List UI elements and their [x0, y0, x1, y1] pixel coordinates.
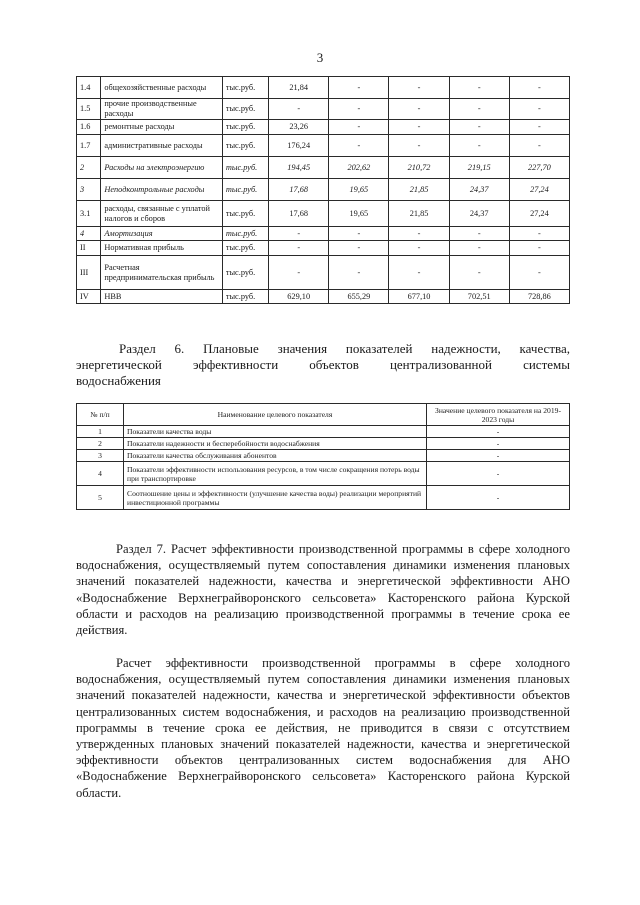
table-row	[77, 438, 570, 450]
row-value-year-2: -	[329, 227, 389, 241]
indicator-name: Показатели качества воды	[124, 426, 427, 438]
row-value-year-3: -	[389, 120, 449, 135]
row-value-year-5: 27,24	[509, 179, 569, 201]
row-value-year-1: -	[269, 241, 329, 256]
row-number: 3	[77, 179, 101, 201]
row-unit: тыс.руб.	[222, 290, 268, 304]
row-unit: тыс.руб.	[222, 201, 268, 227]
row-name: административные расходы	[101, 135, 223, 157]
header-num: № п/п	[77, 404, 124, 426]
row-value-year-2: 655,29	[329, 290, 389, 304]
row-value-year-2: -	[329, 241, 389, 256]
target-indicators-table	[76, 403, 570, 510]
table-row	[77, 256, 570, 290]
row-number: 1.5	[77, 99, 101, 120]
row-value-year-5: -	[509, 99, 569, 120]
row-value-year-5: -	[509, 241, 569, 256]
row-unit: тыс.руб.	[222, 99, 268, 120]
table-row	[77, 486, 570, 510]
section-6-heading-line2: энергетической эффективности объектов централизованной системы	[76, 357, 570, 372]
row-unit: тыс.руб.	[222, 227, 268, 241]
row-value-year-5: -	[509, 135, 569, 157]
row-value-year-3: -	[389, 99, 449, 120]
row-name: Неподконтрольные расходы	[101, 179, 223, 201]
row-name: прочие производственные расходы	[101, 99, 223, 120]
table-row	[77, 179, 570, 201]
efficiency-paragraph: Расчет эффективности производственной программы в сфере холодного водоснабжения, осуществляемый путем сопоставления динамики изменения плановых значений показателей надежности, качества и энергетической эффективности объектов централизованных систем водоснабжения, и расходов на реализацию производственной программы в течение срока ее действия, не приводится в связи с отсутствием утвержденных плановых значений показателей надежности, качества и энергетической эффективности объектов централизованных систем водоснабжения для АНО «Водоснабжение Верхнеграйворонского сельсовета» Касторенского района Курской области.	[76, 656, 570, 800]
row-number: III	[77, 256, 101, 290]
row-number: 2	[77, 157, 101, 179]
row-unit: тыс.руб.	[222, 120, 268, 135]
row-value-year-3: 21,85	[389, 201, 449, 227]
indicator-value: -	[427, 450, 570, 462]
row-value-year-5: -	[509, 227, 569, 241]
indicator-name: Соотношение цены и эффективности (улучшение качества воды) реализации мероприятий инвестиционной программы	[124, 486, 427, 510]
row-value-year-2: -	[329, 77, 389, 99]
row-value-year-1: 21,84	[269, 77, 329, 99]
row-value-year-2: -	[329, 99, 389, 120]
row-value-year-4: -	[449, 99, 509, 120]
row-value-year-3: -	[389, 135, 449, 157]
row-value-year-1: 17,68	[269, 179, 329, 201]
indicator-name: Показатели эффективности использования ресурсов, в том числе сокращения потерь воды при транспортировке	[124, 462, 427, 486]
row-name: Расходы на электроэнергию	[101, 157, 223, 179]
row-value-year-3: 210,72	[389, 157, 449, 179]
row-value-year-5: 728,86	[509, 290, 569, 304]
table-row	[77, 99, 570, 120]
row-value-year-4: -	[449, 135, 509, 157]
section-6-heading-line3: водоснабжения	[76, 373, 161, 388]
row-value-year-4: 24,37	[449, 179, 509, 201]
row-value-year-1: 194,45	[269, 157, 329, 179]
table-row	[77, 120, 570, 135]
table-row	[77, 450, 570, 462]
row-number: 3.1	[77, 201, 101, 227]
row-value-year-4: -	[449, 227, 509, 241]
indicator-value: -	[427, 426, 570, 438]
indicator-value: -	[427, 438, 570, 450]
row-value-year-5: -	[509, 256, 569, 290]
row-value-year-2: 19,65	[329, 201, 389, 227]
row-value-year-1: 629,10	[269, 290, 329, 304]
table-row	[77, 77, 570, 99]
table-row	[77, 290, 570, 304]
table-row	[77, 227, 570, 241]
row-unit: тыс.руб.	[222, 135, 268, 157]
section-7-paragraph: Раздел 7. Расчет эффективности производственной программы в сфере холодного водоснабжения, осуществляемый путем сопоставления динамики изменения плановых значений показателей надежности, качества и энергетической эффективности АНО «Водоснабжение Верхнеграйворонского сельсовета» Касторенского района Курской области и расходов на реализацию производственной программы в течение срока ее действия.	[76, 542, 570, 638]
table-header-row	[77, 404, 570, 426]
table-row	[77, 201, 570, 227]
row-number: IV	[77, 290, 101, 304]
page-number: 3	[316, 50, 324, 65]
indicator-value: -	[427, 462, 570, 486]
indicator-number: 3	[77, 450, 124, 462]
row-value-year-5: -	[509, 120, 569, 135]
row-name: общехозяйственные расходы	[101, 77, 223, 99]
indicator-number: 5	[77, 486, 124, 510]
row-value-year-2: 202,62	[329, 157, 389, 179]
header-name: Наименование целевого показателя	[124, 404, 427, 426]
row-name: Расчетная предпринимательская прибыль	[101, 256, 223, 290]
row-value-year-5: -	[509, 77, 569, 99]
table-row	[77, 426, 570, 438]
row-value-year-3: 677,10	[389, 290, 449, 304]
row-value-year-2: -	[329, 256, 389, 290]
cost-table	[76, 76, 570, 304]
row-value-year-3: -	[389, 77, 449, 99]
table-row	[77, 462, 570, 486]
row-name: Нормативная прибыль	[101, 241, 223, 256]
row-value-year-1: -	[269, 99, 329, 120]
row-value-year-4: 24,37	[449, 201, 509, 227]
row-name: Амортизация	[101, 227, 223, 241]
row-name: НВВ	[101, 290, 223, 304]
row-unit: тыс.руб.	[222, 77, 268, 99]
row-unit: тыс.руб.	[222, 256, 268, 290]
row-value-year-4: 702,51	[449, 290, 509, 304]
row-value-year-4: -	[449, 256, 509, 290]
row-value-year-3: -	[389, 256, 449, 290]
row-value-year-3: 21,85	[389, 179, 449, 201]
row-value-year-1: -	[269, 256, 329, 290]
row-value-year-2: 19,65	[329, 179, 389, 201]
row-number: 1.4	[77, 77, 101, 99]
row-value-year-1: -	[269, 227, 329, 241]
table-row	[77, 157, 570, 179]
indicator-number: 1	[77, 426, 124, 438]
row-name: расходы, связанные с уплатой налогов и сборов	[101, 201, 223, 227]
table-row	[77, 241, 570, 256]
row-number: 1.6	[77, 120, 101, 135]
row-value-year-5: 227,70	[509, 157, 569, 179]
row-value-year-1: 23,26	[269, 120, 329, 135]
row-value-year-5: 27,24	[509, 201, 569, 227]
indicator-name: Показатели надежности и бесперебойности водоснабжения	[124, 438, 427, 450]
row-unit: тыс.руб.	[222, 157, 268, 179]
row-value-year-3: -	[389, 227, 449, 241]
table-row	[77, 135, 570, 157]
row-name: ремонтные расходы	[101, 120, 223, 135]
indicator-value: -	[427, 486, 570, 510]
row-number: 4	[77, 227, 101, 241]
indicator-name: Показатели качества обслуживания абонентов	[124, 450, 427, 462]
row-value-year-4: -	[449, 77, 509, 99]
row-number: 1.7	[77, 135, 101, 157]
section-6-heading	[76, 341, 570, 389]
header-value: Значение целевого показателя на 2019-2023 годы	[427, 404, 570, 426]
row-value-year-3: -	[389, 241, 449, 256]
row-value-year-4: -	[449, 120, 509, 135]
row-unit: тыс.руб.	[222, 179, 268, 201]
row-number: II	[77, 241, 101, 256]
row-value-year-4: -	[449, 241, 509, 256]
indicator-number: 4	[77, 462, 124, 486]
row-value-year-1: 17,68	[269, 201, 329, 227]
indicator-number: 2	[77, 438, 124, 450]
section-6-heading-line1: Раздел 6. Плановые значения показателей надежности, качества,	[119, 341, 570, 356]
row-unit: тыс.руб.	[222, 241, 268, 256]
row-value-year-2: -	[329, 120, 389, 135]
row-value-year-4: 219,15	[449, 157, 509, 179]
row-value-year-1: 176,24	[269, 135, 329, 157]
row-value-year-2: -	[329, 135, 389, 157]
